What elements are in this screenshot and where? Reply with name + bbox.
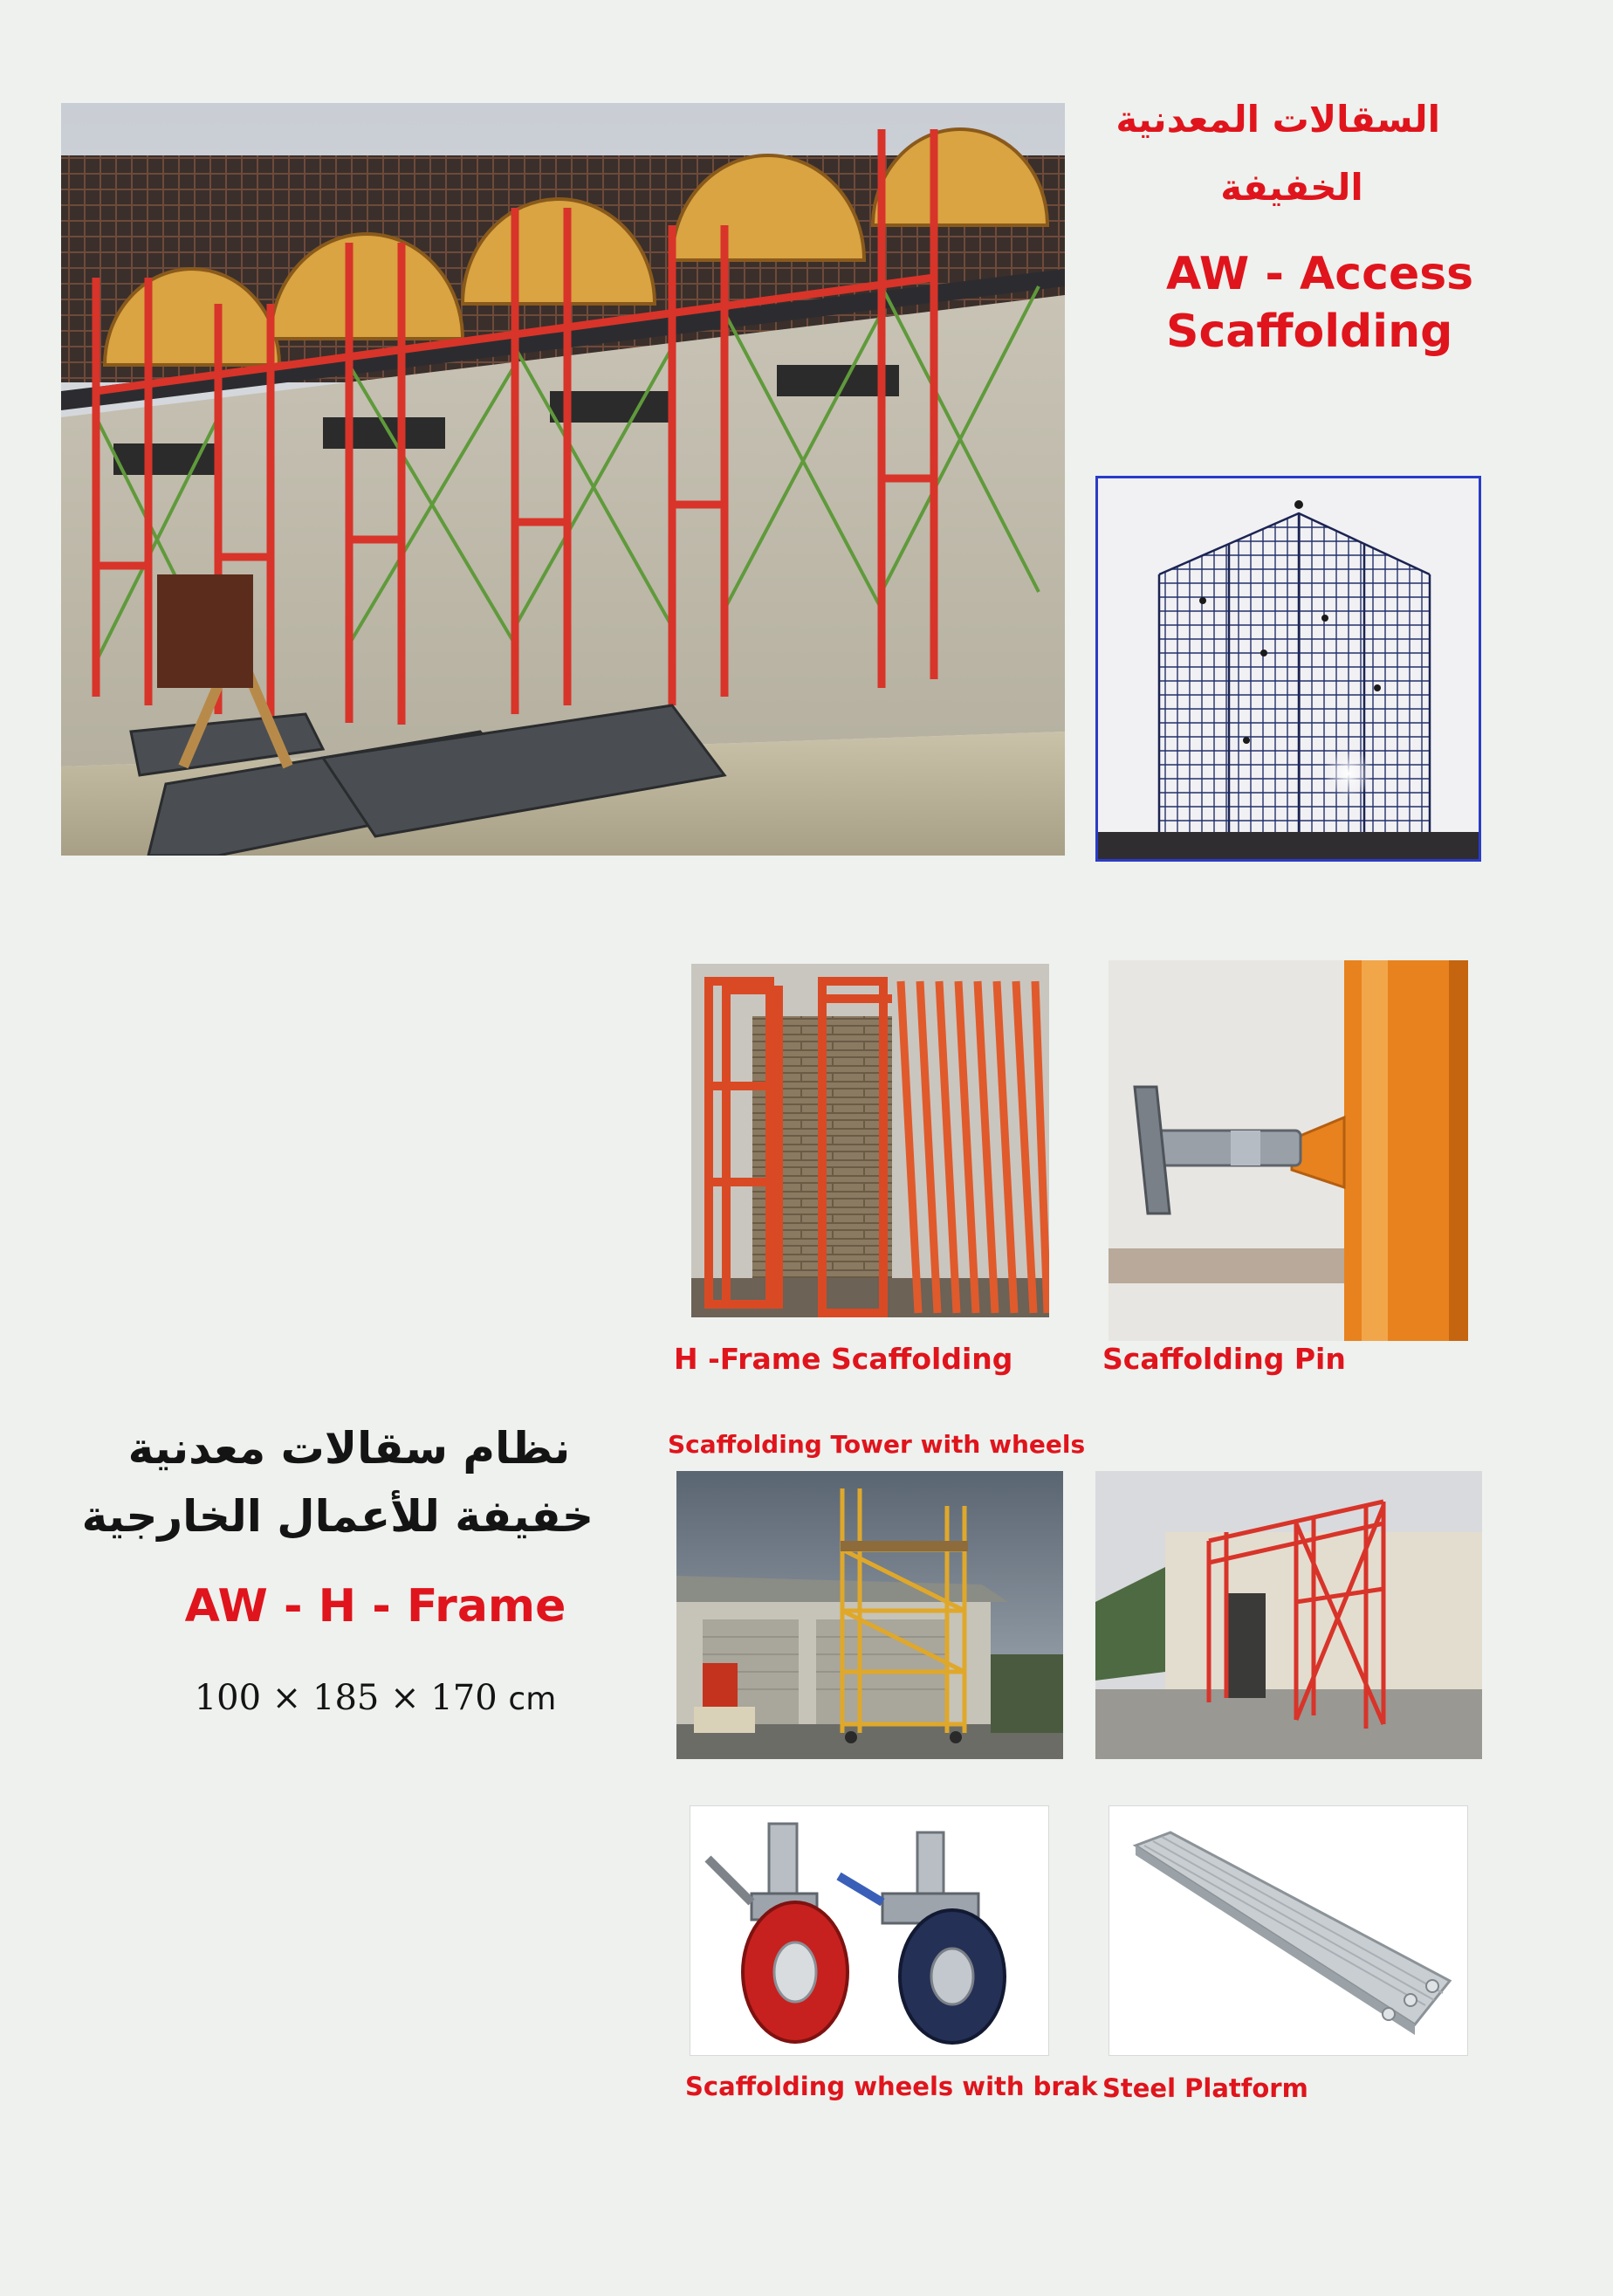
product-model: AW - H - Frame — [184, 1580, 566, 1633]
caption-tower: Scaffolding Tower with wheels — [668, 1430, 1086, 1459]
caption-h-frame: H -Frame Scaffolding — [674, 1342, 1013, 1376]
caption-wheels: Scaffolding wheels with brak — [685, 2072, 1098, 2101]
title-english-line2: Scaffolding — [1166, 306, 1453, 358]
scaffolding-wheels-photo — [690, 1805, 1049, 2056]
scaffold-tower-photo — [1095, 476, 1481, 862]
h-frame-scaffolding-photo — [691, 964, 1049, 1317]
construction-site-photo — [61, 103, 1065, 856]
title-english-line1: AW - Access — [1166, 248, 1474, 300]
caption-pin: Scaffolding Pin — [1102, 1342, 1346, 1376]
caption-platform: Steel Platform — [1102, 2073, 1308, 2103]
dimension-unit: cm — [508, 1681, 557, 1717]
scaffolding-tower-wheels-photo — [676, 1471, 1063, 1759]
dimension-width: 100 — [194, 1678, 262, 1718]
dimension-separator: × — [271, 1678, 302, 1718]
steel-platform-photo — [1109, 1805, 1468, 2056]
title-arabic-line1: السقالات المعدنية — [1115, 98, 1440, 141]
dimension-separator: × — [390, 1678, 420, 1718]
dimension-height: 170 — [430, 1678, 498, 1718]
dimension-depth: 185 — [312, 1678, 380, 1718]
product-dimensions — [131, 1678, 620, 1718]
title-arabic-line2: الخفيفة — [1220, 166, 1363, 209]
product-heading-arabic-line1: نظام سقالات معدنية — [127, 1423, 571, 1474]
product-heading-arabic-line2: خفيفة للأعمال الخارجية — [81, 1491, 594, 1542]
scaffolding-pin-photo — [1109, 960, 1468, 1341]
h-frame-installed-photo — [1095, 1471, 1482, 1759]
